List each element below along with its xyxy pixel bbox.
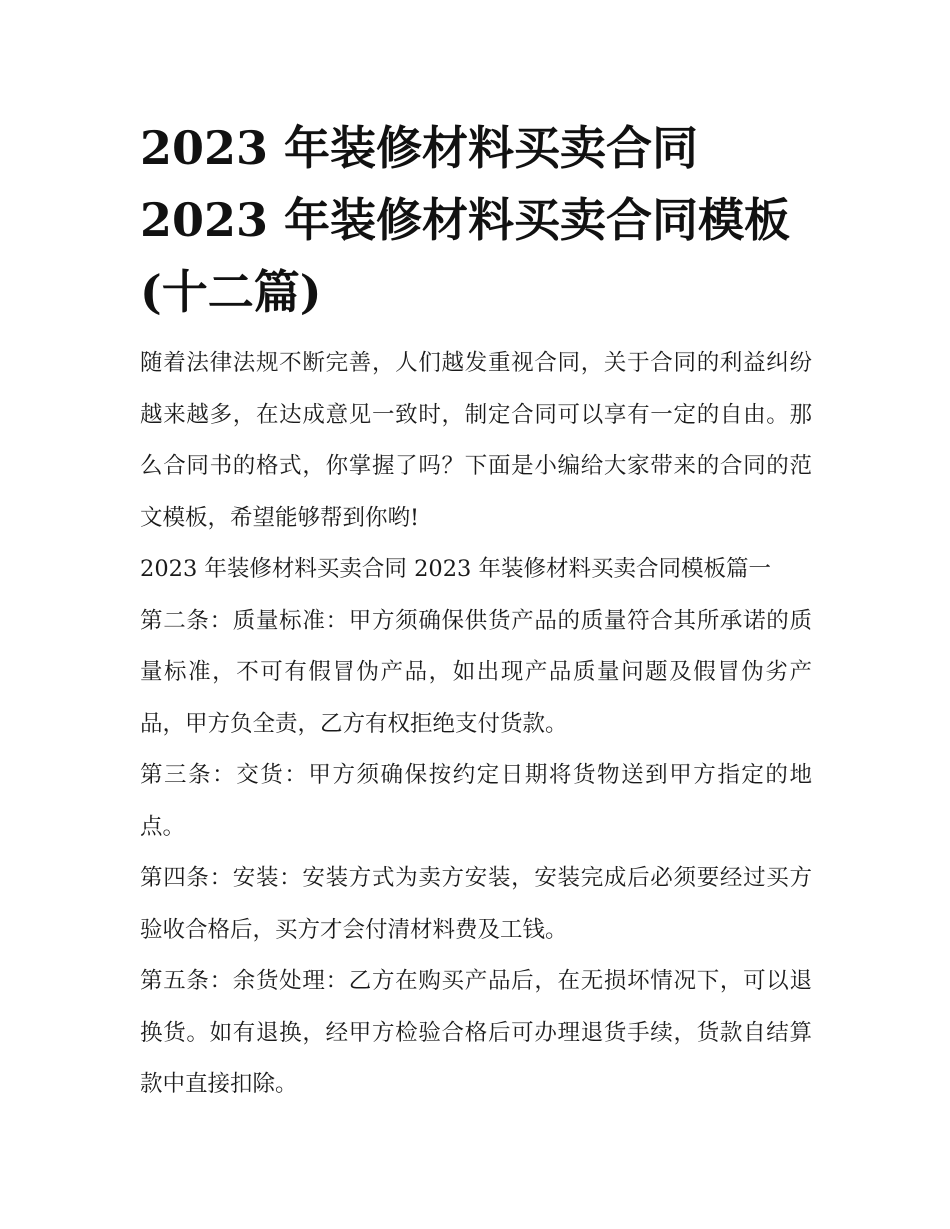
document-body [140,112,812,1111]
title-line-3: (十二篇) [140,265,322,319]
intro-paragraph: 随着法律法规不断完善，人们越发重视合同，关于合同的利益纠纷越来越多，在达成意见一致时，制定合同可以享有一定的自由。那么合同书的格式，你掌握了吗？下面是小编给大家带来的合同的范文模板，希望能够帮到你哟! [140,350,812,531]
clause-4-installation: 第四条：安装：安装方式为卖方安装，安装完成后必须要经过买方验收合格后，买方才会付清材料费及工钱。 [140,865,812,943]
title-line-2: 2023 年装修材料买卖合同模板 [140,193,791,247]
clause-3-delivery: 第三条：交货：甲方须确保按约定日期将货物送到甲方指定的地点。 [140,762,812,840]
clause-5-surplus-handling: 第五条：余货处理：乙方在购买产品后，在无损坏情况下，可以退换货。如有退换，经甲方检验合格后可办理退货手续，货款自结算款中直接扣除。 [140,968,812,1097]
clause-2-quality-standard: 第二条：质量标准：甲方须确保供货产品的质量符合其所承诺的质量标准，不可有假冒伪产品，如出现产品质量问题及假冒伪劣产品，甲方负全责，乙方有权拒绝支付货款。 [140,607,812,737]
section-heading: 2023 年装修材料买卖合同 2023 年装修材料买卖合同模板篇一 [140,556,771,582]
document-title [140,112,812,328]
title-line-1: 2023 年装修材料买卖合同 [140,121,699,175]
